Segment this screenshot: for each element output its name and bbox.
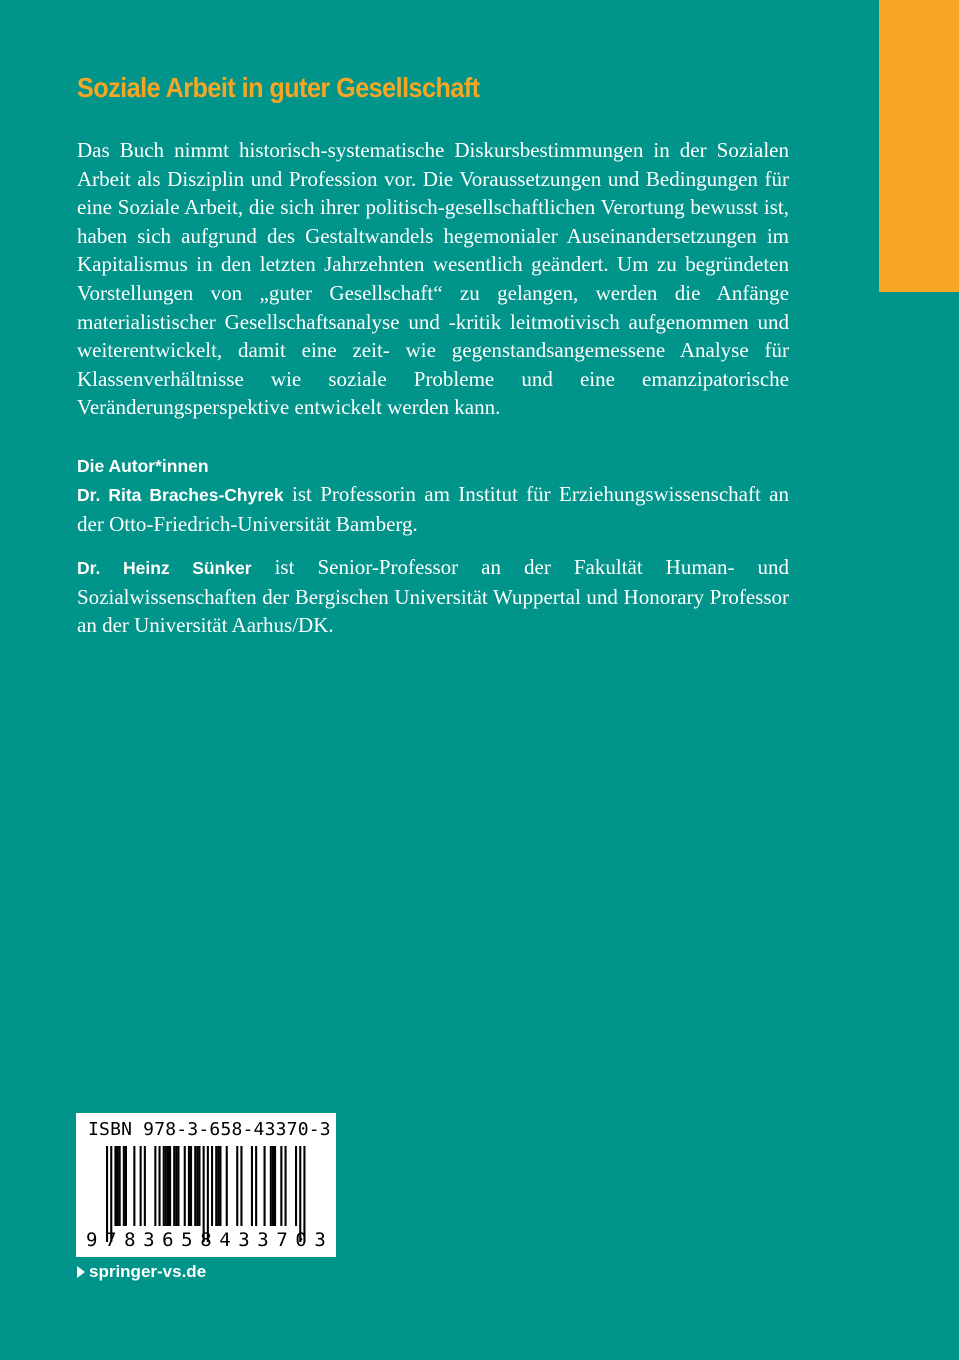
barcode-bar	[163, 1146, 165, 1226]
publisher-link[interactable]	[77, 1262, 206, 1282]
barcode-bar	[280, 1146, 282, 1226]
isbn-barcode	[76, 1113, 336, 1257]
barcode-bar	[110, 1146, 112, 1242]
barcode-bar	[203, 1146, 205, 1242]
book-description: Das Buch nimmt historisch-systematische Diskursbestimmungen in der Sozialen Arbeit als Disziplin und Profession vor. Die Voraussetzungen und Bedingungen für eine Soziale Arbeit, die sich ihrer politisch-gesellschaftlichen Verortung bewusst ist, haben sich aufgrund des Gestaltwandels hegemonialer Auseinandersetzungen im Kapitalismus in den letzten Jahrzehnten wesentlich geändert. Um zu begründeten Vorstellungen von „guter Gesellschaft“ zu gelangen, werden die Anfänge materialistischer Gesellschaftsanalyse und -kritik leitmotivisch aufgenommen und weiterentwickelt, damit eine zeit- wie gegenstandsangemessene Analyse für Klassenverhältnisse wie soziale Probleme und eine emanzipatorische Veränderungsperspektive entwickelt werden kann.	[77, 138, 789, 420]
barcode-bar	[299, 1146, 301, 1242]
barcode-bar	[303, 1146, 305, 1242]
barcode-bar	[106, 1146, 108, 1242]
barcode-digit: 5	[181, 1229, 193, 1251]
barcode-bar	[219, 1146, 221, 1226]
barcode-bar	[272, 1146, 274, 1226]
barcode-bar	[144, 1146, 146, 1226]
isbn-label: ISBN 978-3-658-43370-3	[88, 1119, 331, 1140]
barcode-bar	[215, 1146, 217, 1226]
barcode-digit: 4	[219, 1229, 231, 1251]
arrow-right-icon	[77, 1266, 85, 1278]
barcode-bar	[165, 1146, 167, 1226]
author-bio-braches-chyrek	[77, 480, 789, 538]
barcode-bar	[123, 1146, 125, 1226]
author-name-suenker: Dr. Heinz Sünker	[77, 558, 252, 579]
barcode-digit: 8	[124, 1229, 136, 1251]
authors-heading: Die Autor*innen	[77, 456, 209, 476]
barcode-bar	[251, 1146, 253, 1226]
barcode-bar	[159, 1146, 161, 1226]
barcode-digit: 9	[86, 1229, 98, 1251]
barcode-bar	[184, 1146, 186, 1226]
barcode-digit: 3	[257, 1229, 269, 1251]
barcode-bar	[154, 1146, 156, 1226]
barcode-digit: 7	[276, 1229, 288, 1251]
barcode-bar	[207, 1146, 209, 1242]
barcode-bar	[196, 1146, 198, 1226]
barcode-digit: 3	[143, 1229, 155, 1251]
barcode-digits	[86, 1229, 326, 1251]
barcode-bar	[211, 1146, 213, 1226]
book-title: Soziale Arbeit in guter Gesellschaft	[77, 72, 480, 103]
barcode-bar	[114, 1146, 116, 1226]
barcode-bar	[133, 1146, 135, 1226]
barcode-digit: 3	[314, 1229, 326, 1251]
barcode-bar	[173, 1146, 175, 1226]
barcode-bar	[226, 1146, 228, 1226]
barcode-bar	[198, 1146, 200, 1226]
barcode-digit: 8	[200, 1229, 212, 1251]
barcode-bar	[188, 1146, 190, 1226]
barcode-digit: 3	[238, 1229, 250, 1251]
barcode-bar	[117, 1146, 119, 1226]
barcode-bar	[169, 1146, 171, 1226]
barcode-bar	[270, 1146, 272, 1226]
barcode-bar	[167, 1146, 169, 1226]
author-description-suenker: ist Senior-Professor an der Fakultät Human- und Sozialwissenschaften der Bergischen Universität Wuppertal und Honorary Professor an der Universität Aarhus/DK.	[77, 555, 789, 638]
barcode-bar	[175, 1146, 177, 1226]
barcode-bar	[177, 1146, 179, 1226]
barcode-bar	[295, 1146, 297, 1226]
orange-accent-tab	[879, 0, 959, 292]
barcode-bar	[236, 1146, 238, 1226]
barcode-bar	[274, 1146, 276, 1226]
barcode-bar	[217, 1146, 219, 1226]
barcode-bar	[194, 1146, 196, 1226]
barcode-bar	[240, 1146, 242, 1226]
barcode-bar	[264, 1146, 266, 1226]
barcode-bar	[125, 1146, 127, 1226]
publisher-url: springer-vs.de	[89, 1262, 207, 1281]
author-name-braches-chyrek: Dr. Rita Braches-Chyrek	[77, 485, 284, 505]
barcode-bar	[255, 1146, 257, 1226]
barcode-bar	[119, 1146, 121, 1226]
barcode-digit: 0	[295, 1229, 307, 1251]
barcode-bar	[285, 1146, 287, 1226]
authors-section	[77, 452, 789, 655]
barcode-bar	[190, 1146, 192, 1226]
barcode-digit: 6	[162, 1229, 174, 1251]
barcode-bar	[140, 1146, 142, 1226]
author-description-braches-chyrek: ist Professorin am Institut für Erziehungswissenschaft an der Otto-Friedrich-Universität Bamberg.	[77, 482, 789, 536]
barcode-digit: 7	[105, 1229, 117, 1251]
author-bio-suenker	[77, 553, 789, 640]
